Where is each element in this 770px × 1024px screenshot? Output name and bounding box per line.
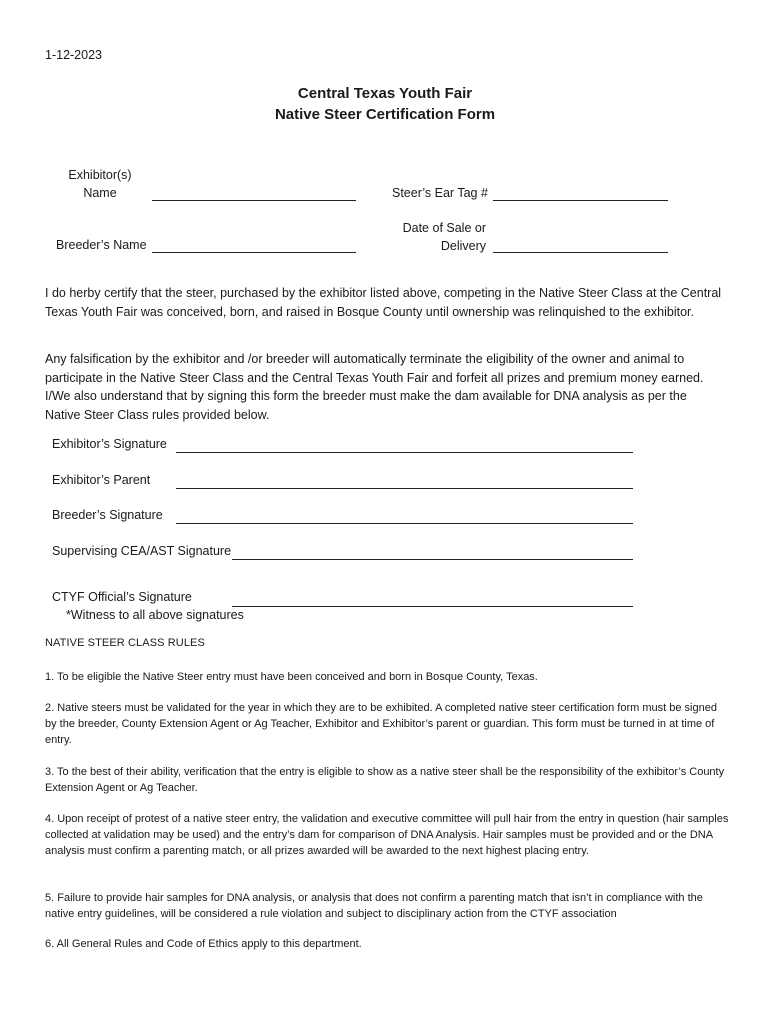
- exhibitor-parent-field[interactable]: [176, 488, 633, 489]
- rule-item: 3. To the best of their ability, verification that the entry is eligible to show as a native steer shall be the responsibility of the exhibitor’s County Extension Agent or Ag Teacher.: [45, 766, 725, 794]
- rule-item: 6. All General Rules and Code of Ethics apply to this department.: [45, 938, 362, 950]
- ear-tag-label: Steer’s Ear Tag #: [392, 186, 488, 200]
- form-subtitle: Native Steer Certification Form: [274, 106, 496, 123]
- supervising-signature-label: Supervising CEA/AST Signature: [52, 544, 232, 558]
- official-signature-field[interactable]: [232, 606, 633, 607]
- exhibitor-signature-label: Exhibitor’s Signature: [52, 437, 167, 451]
- sale-date-label-line2: Delivery: [440, 239, 486, 253]
- sale-date-field[interactable]: [493, 252, 668, 253]
- form-date: 1-12-2023: [45, 48, 102, 62]
- official-signature-label: CTYF Official’s Signature: [52, 590, 192, 604]
- exhibitor-name-label-line1: Exhibitor(s): [68, 168, 132, 182]
- exhibitor-parent-label: Exhibitor’s Parent: [52, 473, 151, 487]
- exhibitor-name-field[interactable]: [152, 200, 356, 201]
- exhibitor-name-label: [60, 166, 140, 202]
- form-title: Central Texas Youth Fair: [297, 85, 473, 102]
- breeder-name-label: Breeder’s Name: [56, 238, 147, 252]
- rule-item: 2. Native steers must be validated for the year in which they are to be exhibited. A completed native steer certification form must be signed by the breeder, County Extension Agent or Ag Teacher, Exhibitor and Exhibitor’s parent or guardian. This form must be turned in at time of entry.: [45, 702, 717, 746]
- exhibitor-name-label-line2: Name: [83, 186, 117, 200]
- breeder-signature-label: Breeder’s Signature: [52, 508, 163, 522]
- supervising-signature-field[interactable]: [232, 559, 633, 560]
- ear-tag-field[interactable]: [493, 200, 668, 201]
- breeder-signature-field[interactable]: [176, 523, 633, 524]
- witness-note: *Witness to all above signatures: [66, 608, 244, 622]
- falsification-paragraph: Any falsification by the exhibitor and /or breeder will automatically terminate the eligibility of the owner and animal to participate in the Native Steer Class and the Central Texas Youth Fair and forfeit all prizes and premium money earned. I/We also understand that by signing this form the breeder must make the dam available for DNA analysis as per the Native Steer Class rules provided below.: [45, 352, 704, 422]
- rule-item: 1. To be eligible the Native Steer entry must have been conceived and born in Bosque County, Texas.: [45, 671, 538, 683]
- exhibitor-signature-field[interactable]: [176, 452, 633, 453]
- certification-paragraph: I do herby certify that the steer, purchased by the exhibitor listed above, competing in the Native Steer Class at the Central Texas Youth Fair was conceived, born, and raised in Bosque County until ownership was relinquished to the exhibitor.: [45, 286, 722, 319]
- rule-item: 5. Failure to provide hair samples for DNA analysis, or analysis that does not confirm a parenting match that isn’t in compliance with the native entry guidelines, will be considered a rule violation and subject to disciplinary action from the CTYF association: [45, 892, 703, 920]
- sale-date-label: [396, 219, 486, 255]
- rules-heading: NATIVE STEER CLASS RULES: [45, 637, 205, 649]
- sale-date-label-line1: Date of Sale or: [402, 221, 486, 235]
- rule-item: 4. Upon receipt of protest of a native steer entry, the validation and executive committee will pull hair from the entry in question (hair samples collected at validation may be used) and the entry’s dam for comparison of DNA Analysis. Hair samples must be provided and or the DNA analysis must confirm a parenting match, or all prizes awarded will be awarded to the next highest placing entry.: [45, 813, 729, 857]
- breeder-name-field[interactable]: [152, 252, 356, 253]
